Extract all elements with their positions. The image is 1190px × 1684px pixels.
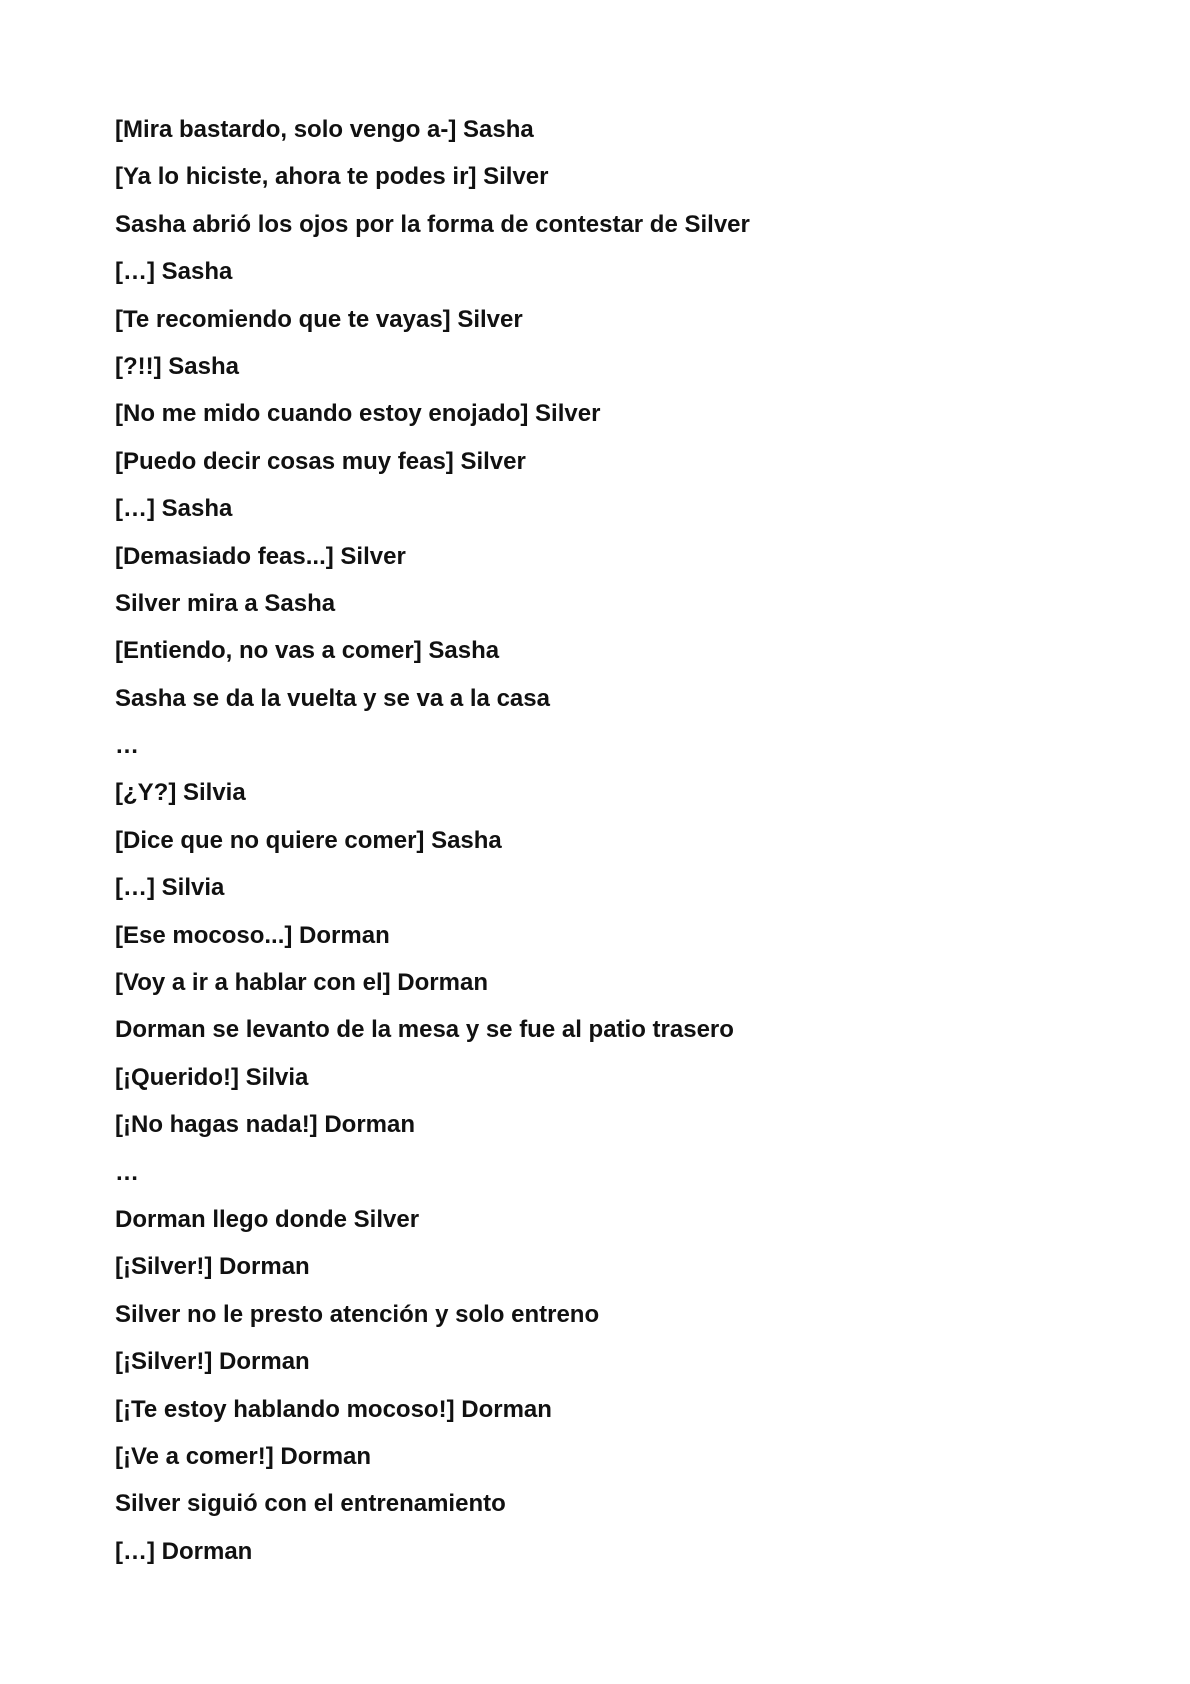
text-line: [No me mido cuando estoy enojado] Silver <box>115 400 601 428</box>
text-line: [Ese mocoso...] Dorman <box>115 921 390 949</box>
text-line: [Puedo decir cosas muy feas] Silver <box>115 447 526 475</box>
text-line: [¡Te estoy hablando mocoso!] Dorman <box>115 1395 552 1423</box>
text-line: […] Sasha <box>115 495 233 523</box>
text-line: [Voy a ir a hablar con el] Dorman <box>115 969 488 997</box>
text-line: Sasha se da la vuelta y se va a la casa <box>115 684 550 712</box>
text-line: [Demasiado feas...] Silver <box>115 542 406 570</box>
text-line: Dorman se levanto de la mesa y se fue al patio trasero <box>115 1016 734 1044</box>
text-line: […] Silvia <box>115 874 225 902</box>
text-line: Silver no le presto atención y solo entreno <box>115 1300 600 1328</box>
text-line: […] Dorman <box>115 1537 253 1565</box>
text-line: [¡Querido!] Silvia <box>115 1063 309 1091</box>
text-line: [Dice que no quiere comer] Sasha <box>115 826 502 854</box>
text-line: [¡Silver!] Dorman <box>115 1253 310 1281</box>
text-line: Sasha abrió los ojos por la forma de contestar de Silver <box>115 210 750 238</box>
text-line: [Entiendo, no vas a comer] Sasha <box>115 637 500 665</box>
text-line: [¡Ve a comer!] Dorman <box>115 1442 372 1470</box>
text-line: […] Sasha <box>115 258 233 286</box>
text-line: Dorman llego donde Silver <box>115 1205 420 1233</box>
text-line: … <box>115 732 139 760</box>
text-line: Silver siguió con el entrenamiento <box>115 1490 506 1518</box>
text-line: … <box>115 1158 139 1186</box>
dialogue-lines <box>115 106 1115 1575</box>
text-line: [¿Y?] Silvia <box>115 779 246 807</box>
text-line: [¡No hagas nada!] Dorman <box>115 1111 416 1139</box>
text-line: [?!!] Sasha <box>115 352 240 380</box>
text-line: [Ya lo hiciste, ahora te podes ir] Silver <box>115 163 549 191</box>
text-line: [Te recomiendo que te vayas] Silver <box>115 305 523 333</box>
text-line: [Mira bastardo, solo vengo a-] Sasha <box>115 116 534 143</box>
text-line: Silver mira a Sasha <box>115 589 336 617</box>
text-line: [¡Silver!] Dorman <box>115 1348 310 1376</box>
